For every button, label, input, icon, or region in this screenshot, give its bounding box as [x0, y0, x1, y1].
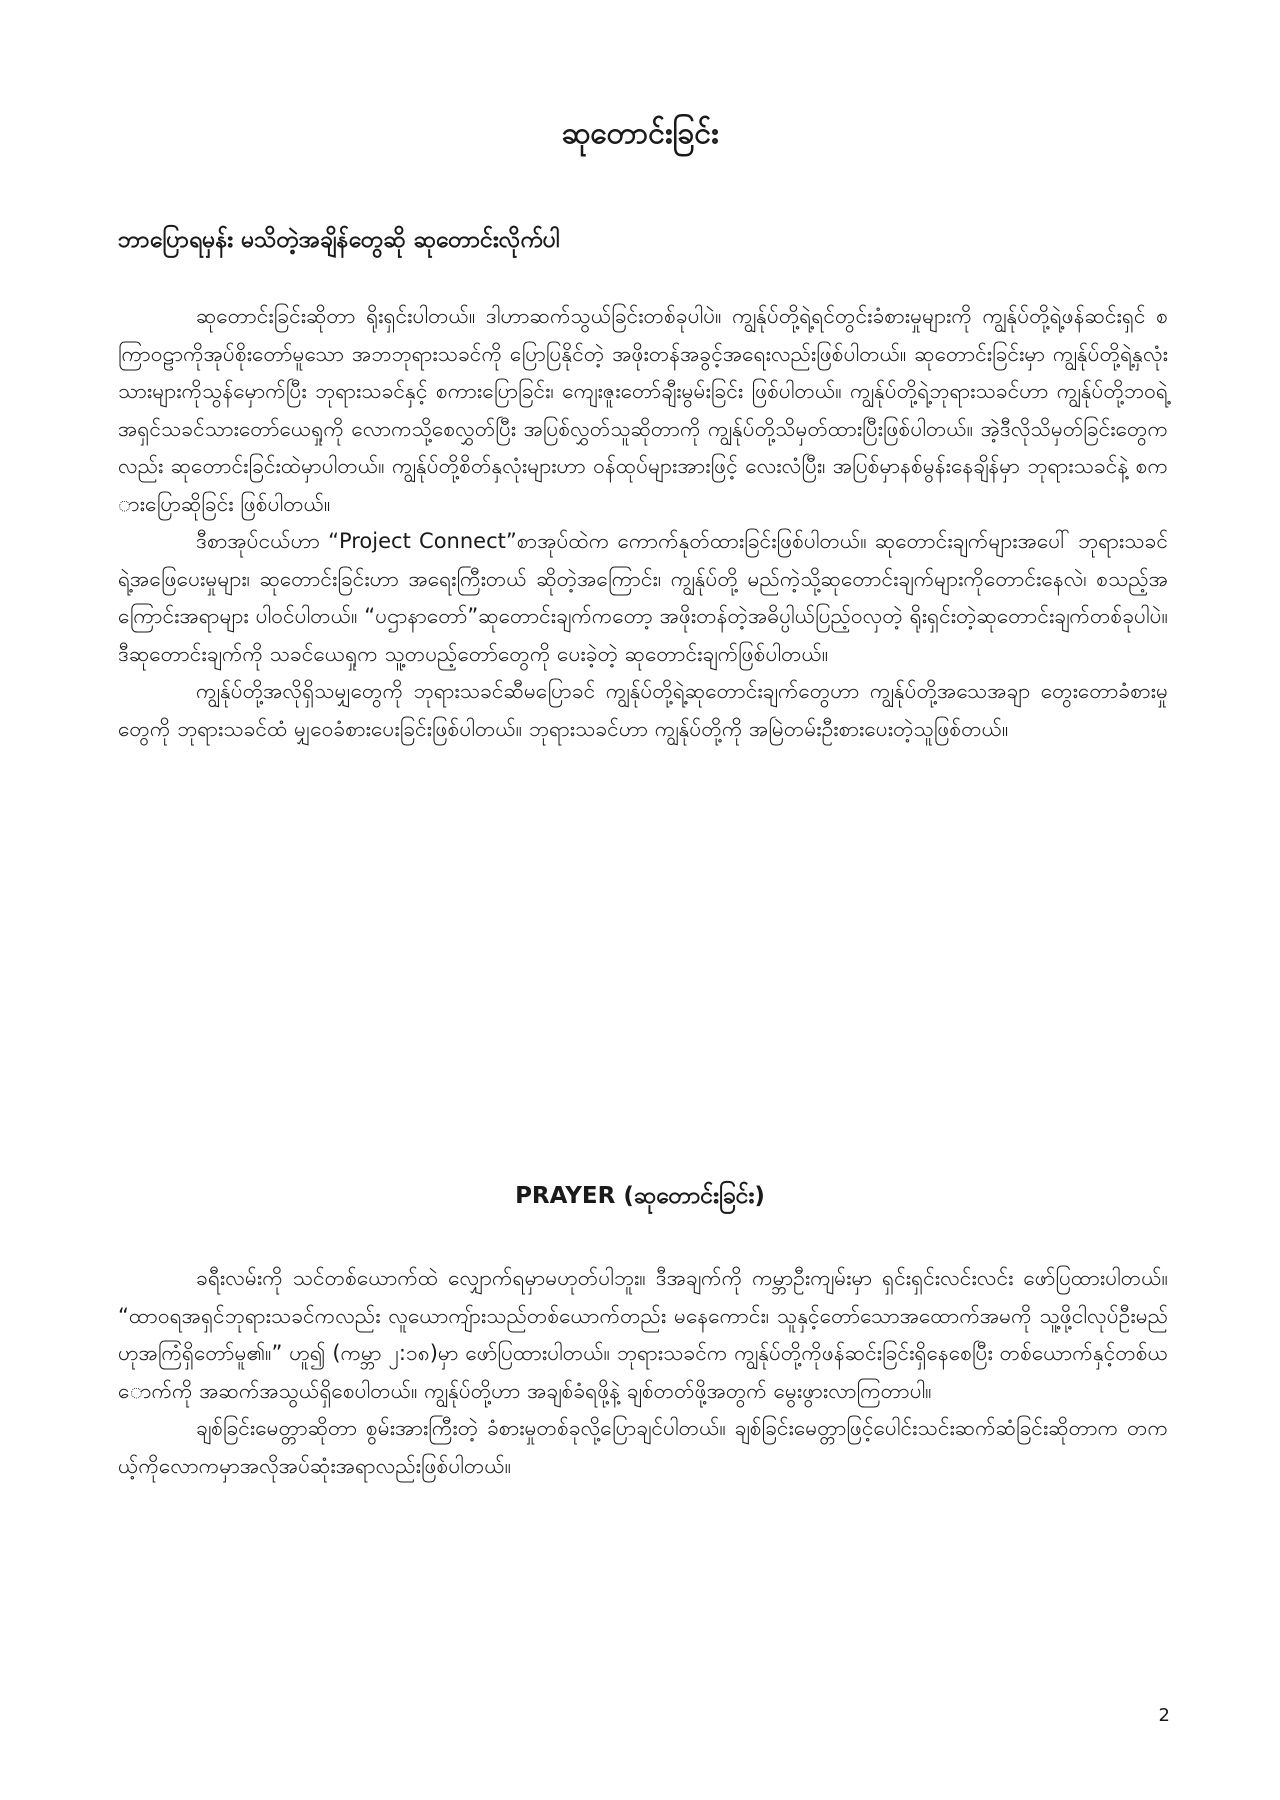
section-intro: [118, 298, 1168, 748]
section-heading-prayer: PRAYER (ဆုတောင်းခြင်း): [515, 1183, 765, 1209]
page-title: ဆုတောင်းခြင်း: [561, 116, 719, 151]
paragraph: ချစ်ခြင်းမေတ္တာဆိုတာ စွမ်းအားကြီးတဲ့ ခံစားမှုတစ်ခုလို့ပြောချင်ပါတယ်။ ချစ်ခြင်းမေတ္တာဖြင့်ပေါင်းသင်းဆက်ဆံခြင်းဆိုတာက တကယ့်ကိုလောကမှာအလိုအပ်ဆုံးအရာလည်းဖြစ်ပါတယ်။: [118, 1416, 1168, 1478]
page-number: 2: [1158, 1705, 1170, 1726]
paragraph: ခရီးလမ်းကို သင်တစ်ယောက်ထဲ လျှောက်ရမှာမဟုတ်ပါဘူး။ ဒီအချက်ကို ကမ္ဘာဦးကျမ်းမှာ ရှင်းရှင်းလင်းလင်း ဖော်ပြထားပါတယ်။ “ထာဝရအရှင်ဘုရားသခင်ကလည်း လူယောကျ်ားသည်တစ်ယောက်တည်း မနေကောင်း၊ သူနှင့်တော်သောအထောက်အမကို သူ့ဖို့ငါလုပ်ဦးမည်ဟုအကြံရှိတော်မူ၏။” ဟူ၍ (ကမ္ဘာ ၂:၁၈)မှာ ဖော်ပြထားပါတယ်။ ဘုရားသခင်က ကျွန်ုပ်တို့ကိုဖန်ဆင်းခြင်းရှိနေစေပြီး တစ်ယောက်နှင့်တစ်ယောက်ကို အဆက်အသွယ်ရှိစေပါတယ်။ ကျွန်ုပ်တို့ဟာ အချစ်ခံရဖို့နဲ့ ချစ်တတ်ဖို့အတွက် မွေးဖွားလာကြတာပါ။: [118, 1266, 1168, 1403]
section-prayer: [118, 1260, 1168, 1485]
paragraph: ကျွန်ုပ်တို့အလိုရှိသမျှတွေကို ဘုရားသခင်ဆီမပြောခင် ကျွန်ုပ်တို့ရဲ့ဆုတောင်းချက်တွေဟာ ကျွန်ုပ်တို့အသေအချာ တွေးတောခံစားမှုတွေကို ဘုရားသခင်ထံ မျှဝေခံစားပေးခြင်းဖြစ်ပါတယ်။ ဘုရားသခင်ဟာ ကျွန်ုပ်တို့ကို အမြဲတမ်းဦးစားပေးတဲ့သူဖြစ်တယ်။: [118, 679, 1168, 741]
subheading: ဘာပြောရမှန်း မသိတဲ့အချိန်တွေဆို ဆုတောင်းလိုက်ပါ: [118, 227, 560, 253]
paragraph: ဒီစာအုပ်ငယ်ဟာ “Project Connect”စာအုပ်ထဲက ကောက်နုတ်ထားခြင်းဖြစ်ပါတယ်။ ဆုတောင်းချက်များအပေါ် ဘုရားသခင်ရဲ့အဖြေပေးမှုများ၊ ဆုတောင်းခြင်းဟာ အရေးကြီးတယ် ဆိုတဲ့အကြောင်း၊ ကျွန်ုပ်တို့ မည်ကဲ့သို့ဆုတောင်းချက်များကိုတောင်းနေလဲ၊ စသည့်အကြောင်းအရာများ ပါဝင်ပါတယ်။ “ပဌာနာတော်”ဆုတောင်းချက်ကတော့ အဖိုးတန်တဲ့အဓိပ္ပါယ်ပြည့်ဝလှတဲ့ ရိုးရှင်းတဲ့ဆုတောင်းချက်တစ်ခုပါပဲ။ ဒီဆုတောင်းချက်ကို သခင်ယေရှုက သူ့တပည့်တော်တွေကို ပေးခဲ့တဲ့ ဆုတောင်းချက်ဖြစ်ပါတယ်။: [118, 529, 1168, 666]
paragraph: ဆုတောင်းခြင်းဆိုတာ ရိုးရှင်းပါတယ်။ ဒါဟာဆက်သွယ်ခြင်းတစ်ခုပါပဲ။ ကျွန်ုပ်တို့ရဲ့ရင်တွင်းခံစားမှုများကို ကျွန်ုပ်တို့ရဲ့ဖန်ဆင်းရှင် စကြာဝဠာကိုအုပ်စိုးတော်မူသော အဘဘုရားသခင်ကို ပြောပြနိုင်တဲ့ အဖိုးတန်အခွင့်အရေးလည်းဖြစ်ပါတယ်။ ဆုတောင်းခြင်းမှာ ကျွန်ုပ်တို့ရဲ့နှလုံးသားများကိုသွန်မှောက်ပြီး ဘုရားသခင်နှင့် စကားပြောခြင်း၊ ကျေးဇူးတော်ချီးမွမ်းခြင်း ဖြစ်ပါတယ်။ ကျွန်ုပ်တို့ရဲ့ဘုရားသခင်ဟာ ကျွန်ုပ်တို့ဘဝရဲ့အရှင်သခင်သားတော်ယေရှုကို လောကသို့စေလွှတ်ပြီး အပြစ်လွှတ်သူဆိုတာကို ကျွန်ုပ်တို့သိမှတ်ထားပြီးဖြစ်ပါတယ်။ အဲ့ဒီလိုသိမှတ်ခြင်းတွေကလည်း ဆုတောင်းခြင်းထဲမှာပါတယ်။ ကျွန်ုပ်တို့စိတ်နှလုံးများဟာ ဝန်ထုပ်များအားဖြင့် လေးလံပြီး၊ အပြစ်မှာနစ်မွန်းနေချိန်မှာ ဘုရားသခင်နဲ့ စကားပြောဆိုခြင်း ဖြစ်ပါတယ်။: [118, 304, 1168, 516]
